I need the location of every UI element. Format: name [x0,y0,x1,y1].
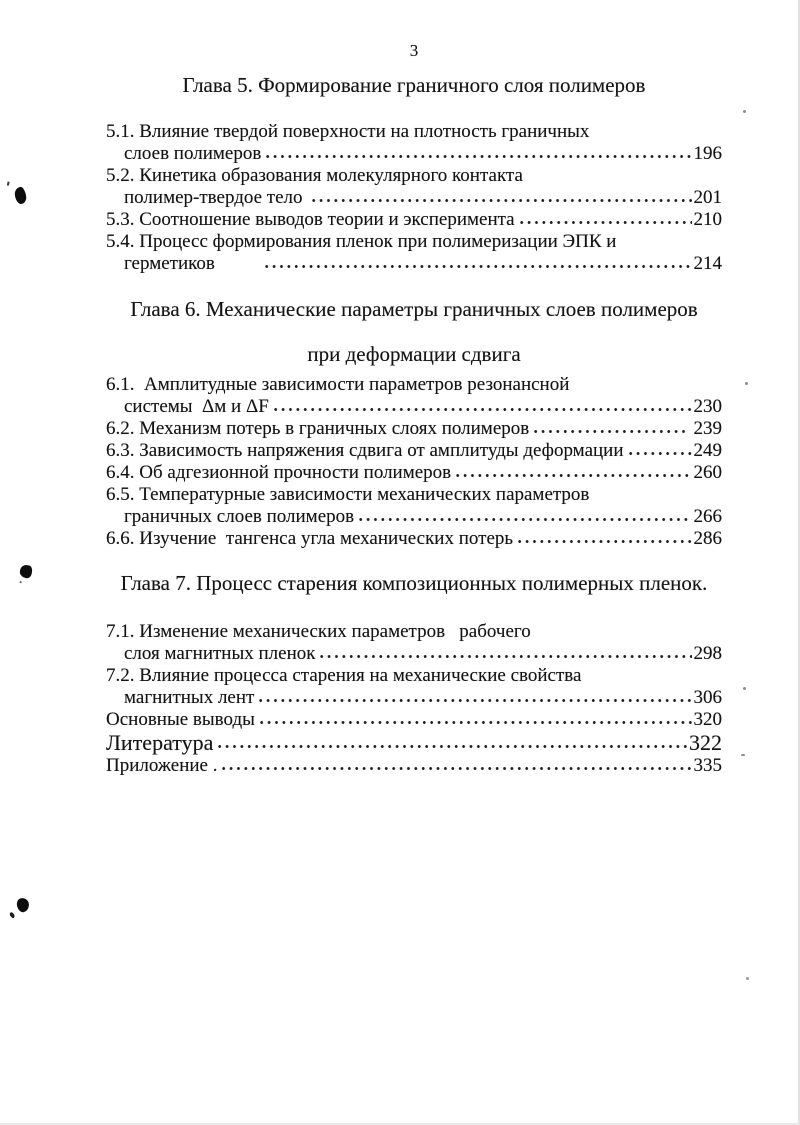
toc-page-ref: 298 [693,643,722,664]
page-number: 3 [409,41,419,60]
toc-entry-text: Литература [106,730,214,755]
toc-entry-text: полимер-твердое тело [124,187,308,208]
toc-entry-line [106,462,722,484]
toc-entry-line [106,621,722,643]
dot-leader [516,537,691,546]
ink-blot [14,186,27,204]
toc-entry-line [106,187,722,209]
toc-entry-line [106,165,722,187]
toc-entry-line [106,231,722,253]
toc-entry-text: 6.6. Изучение тангенса угла механических потерь [106,528,514,549]
dot-leader [357,515,691,524]
dot-leader [627,449,692,458]
dot-leader [454,471,691,480]
scan-speck [745,382,748,385]
dot-leader [264,152,691,161]
dot-leader [318,652,691,661]
toc-entry-line [106,755,722,777]
chapter-heading: при деформации сдвига [307,342,521,366]
toc-entry-line [106,484,722,506]
ink-blot [19,564,33,579]
toc-entry-text: Основные выводы [106,709,255,730]
toc-entry-text: 6.3. Зависимость напряжения сдвига от амплитуды деформации [106,440,624,461]
toc-entry-text: Приложение . [106,755,218,776]
toc-entry-line [106,709,722,731]
toc-entry-text: граничных слоев полимеров [124,506,355,527]
table-of-contents [106,0,722,777]
toc-entry-text: 7.1. Изменение механических параметров рабочего [106,621,531,642]
toc-page-ref: 214 [693,253,722,274]
toc-entry-line [106,687,722,709]
toc-entry-line [106,209,722,231]
toc-entry-text: 7.2. Влияние процесса старения на механические свойства [106,665,582,686]
toc-page-ref: 335 [693,755,722,776]
toc-entry-text: 5.1. Влияние твердой поверхности на плотность граничных [106,121,590,142]
toc-page-ref: 286 [693,528,722,549]
toc-page-ref: 249 [693,440,722,461]
toc-entry-line [106,418,722,440]
dot-leader [310,196,691,205]
toc-page-ref: 306 [693,687,722,708]
scan-speck [743,110,746,113]
toc-entry-line [106,506,722,528]
dot-leader [220,764,691,773]
scan-speck [743,687,746,690]
toc-entry-text: герметиков [124,253,215,274]
dot-leader [216,742,687,751]
toc-entry-line [106,731,722,755]
toc-entry-line [106,396,722,418]
scan-speck [741,754,745,756]
toc-entry-text: 6.2. Механизм потерь в граничных слоях полимеров [106,418,530,439]
chapter-heading: Глава 5. Формирование граничного слоя полимеров [182,73,646,97]
toc-entry-text: слоев полимеров [124,143,262,164]
dot-leader [532,427,687,436]
toc-entry-list [106,621,722,709]
toc-entry-text: системы Δм и ΔF [124,396,269,417]
toc-entry-line [106,528,722,550]
toc-page-ref: 201 [693,187,722,208]
chapter-heading: Глава 7. Процесс старения композиционных полимерных пленок. [120,571,708,595]
toc-page-ref: 210 [693,209,722,230]
toc-sections [106,74,722,777]
toc-page-ref: 239 [688,418,722,439]
dot-leader [272,405,692,414]
scan-speck [746,977,749,980]
toc-entry-list [106,121,722,275]
toc-entry-text: 6.5. Температурные зависимости механических параметров [106,484,590,505]
toc-entry-line [106,665,722,687]
dot-leader [258,718,692,727]
toc-entry-text: 5.4. Процесс формирования пленок при полимеризации ЭПК и [106,231,617,252]
toc-page-ref: 266 [693,506,722,527]
toc-entry-line [106,143,722,165]
toc-entry-text: слоя магнитных пленок [124,643,316,664]
toc-entry-text: 5.3. Соотношение выводов теории и эксперимента [106,209,515,230]
toc-section [106,74,722,275]
toc-page-ref: 230 [693,396,722,417]
toc-entry-line [106,253,722,275]
toc-entry-line [106,643,722,665]
toc-entry-text: магнитных лент [124,687,255,708]
toc-entry-text: 6.4. Об адгезионной прочности полимеров [106,462,452,483]
toc-page-ref: 196 [693,143,722,164]
toc-entry-list [106,374,722,550]
toc-page-ref: 260 [693,462,722,483]
toc-entry-line [106,121,722,143]
toc-section [106,298,722,550]
ink-blot [15,897,30,914]
dot-leader [257,696,691,705]
toc-page-ref: 322 [689,730,722,755]
dot-leader [263,262,692,271]
toc-entry-line [106,440,722,462]
chapter-heading: Глава 6. Механические параметры граничных слоев полимеров [130,297,698,321]
toc-page-ref: 320 [693,709,722,730]
toc-entry-line [106,374,722,396]
toc-section [106,572,722,709]
dot-leader [518,218,692,227]
toc-entry-text: 5.2. Кинетика образования молекулярного контакта [106,165,523,186]
toc-section [106,709,722,777]
toc-entry-list [106,709,722,777]
toc-entry-text: 6.1. Амплитудные зависимости параметров резонансной [106,374,570,395]
